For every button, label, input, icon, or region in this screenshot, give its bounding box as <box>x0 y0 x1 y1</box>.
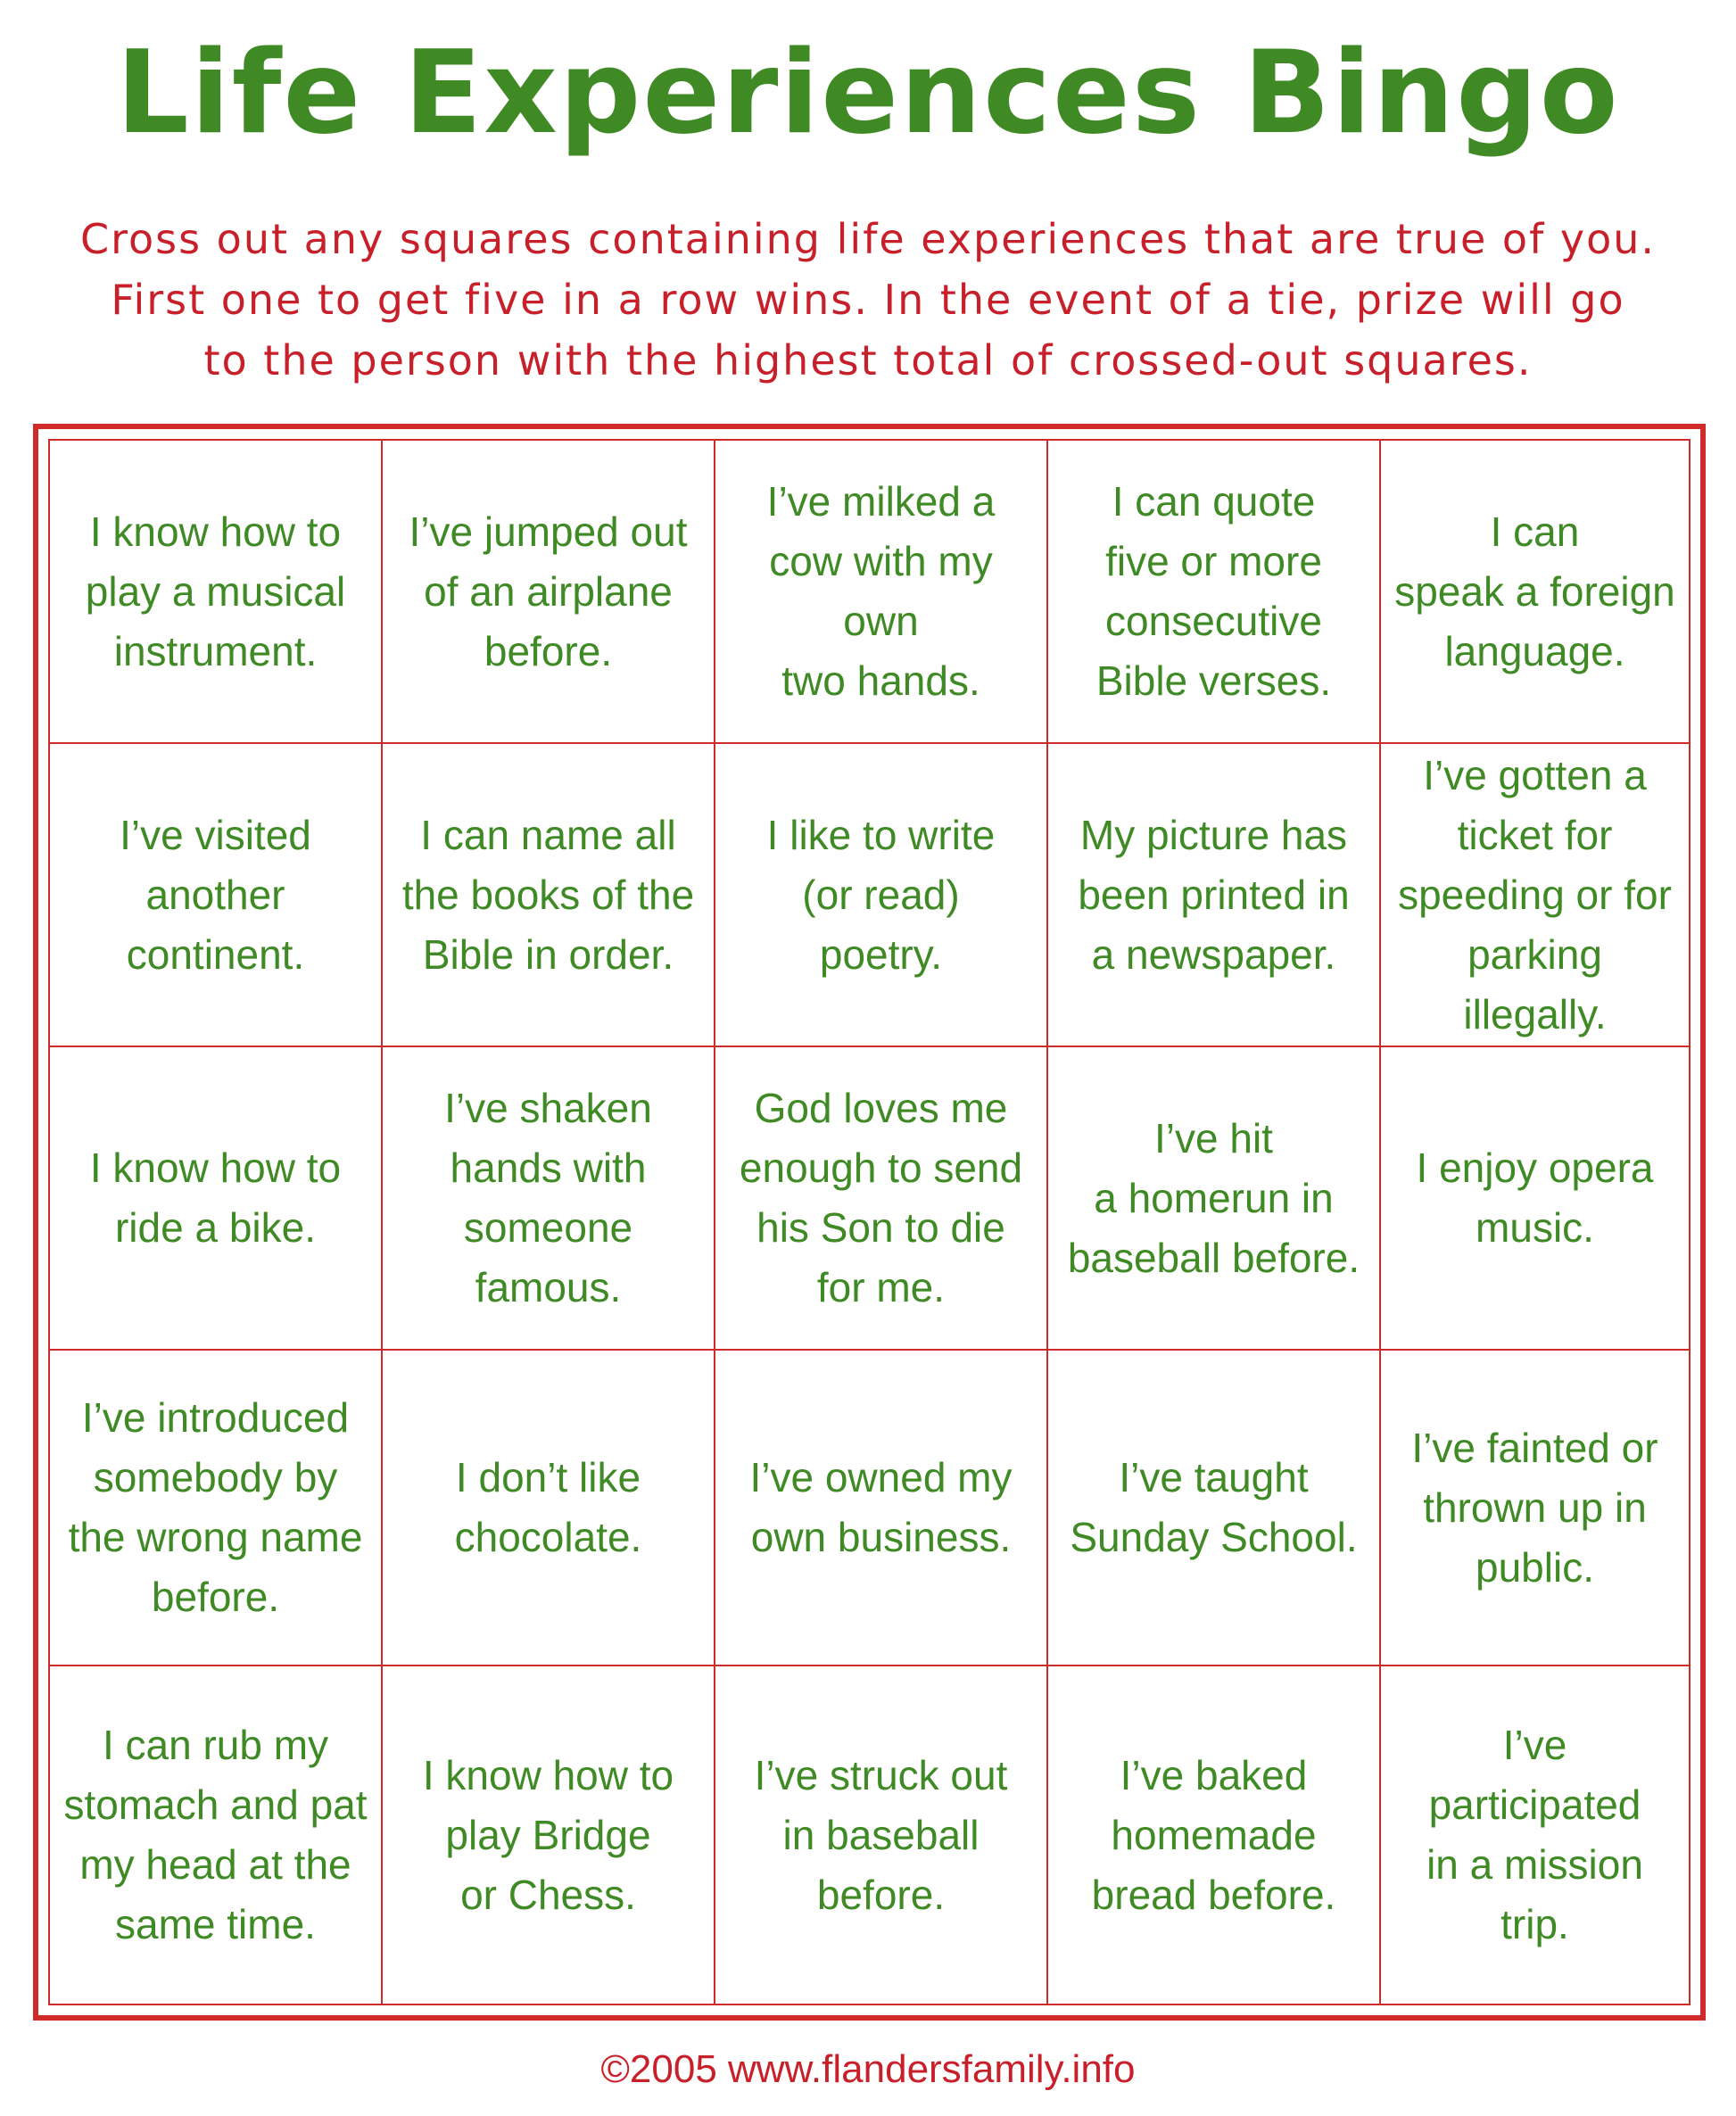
square-text: I like to write (or read) poetry. <box>766 811 996 978</box>
bingo-square[interactable] <box>1048 441 1381 744</box>
square-text: I’ve baked homemade bread before. <box>1091 1751 1336 1918</box>
bingo-square[interactable] <box>1048 1351 1381 1666</box>
square-text: I’ve milked a cow with my own two hands. <box>766 478 996 704</box>
square-text: I’ve gotten a ticket for speeding or for parking illegally. <box>1398 751 1672 1037</box>
square-text: I know how to ride a bike. <box>89 1145 342 1251</box>
square-text: God loves me enough to send his Son to die for me. <box>739 1085 1023 1310</box>
instruction-line: to the person with the highest total of crossed-out squares. <box>203 336 1533 384</box>
square-text: I’ve fainted or thrown up in public. <box>1411 1424 1658 1591</box>
bingo-square[interactable] <box>715 1047 1048 1351</box>
bingo-square[interactable] <box>50 1047 383 1351</box>
square-text: I enjoy opera music. <box>1416 1145 1654 1251</box>
bingo-square[interactable] <box>383 1047 715 1351</box>
instruction-line: Cross out any squares containing life experiences that are true of you. <box>79 215 1657 263</box>
square-text: I can speak a foreign language. <box>1394 508 1675 674</box>
bingo-square[interactable] <box>50 441 383 744</box>
bingo-square[interactable] <box>1381 441 1689 744</box>
square-text: I’ve participated in a mission trip. <box>1426 1722 1643 1947</box>
bingo-square[interactable] <box>50 1666 383 2004</box>
square-text: I’ve shaken hands with someone famous. <box>444 1085 652 1310</box>
instructions <box>54 209 1682 391</box>
bingo-square[interactable] <box>1381 1666 1689 2004</box>
bingo-square[interactable] <box>1048 1047 1381 1351</box>
square-text: I’ve jumped out of an airplane before. <box>409 508 688 674</box>
square-text: I’ve introduced somebody by the wrong name before. <box>68 1394 363 1620</box>
square-text: I can quote five or more consecutive Bible verses. <box>1095 478 1332 704</box>
square-text: I’ve struck out in baseball before. <box>754 1751 1008 1918</box>
square-text: I’ve hit a homerun in baseball before. <box>1067 1114 1360 1281</box>
bingo-square[interactable] <box>715 1351 1048 1666</box>
bingo-square[interactable] <box>715 1666 1048 2004</box>
square-text: I know how to play a musical instrument. <box>85 508 346 674</box>
bingo-square[interactable] <box>383 1351 715 1666</box>
square-text: I’ve taught Sunday School. <box>1070 1454 1358 1560</box>
square-text: I can name all the books of the Bible in order. <box>401 811 695 978</box>
bingo-square[interactable] <box>1381 1351 1689 1666</box>
square-text: My picture has been printed in a newspaper. <box>1078 811 1350 978</box>
square-text: I’ve visited another continent. <box>120 811 311 978</box>
bingo-grid <box>48 439 1691 2005</box>
bingo-square[interactable] <box>715 744 1048 1047</box>
bingo-square[interactable] <box>50 744 383 1047</box>
page-title: Life Experiences Bingo <box>116 27 1620 160</box>
copyright-footer: ©2005 www.flandersfamily.info <box>600 2047 1136 2091</box>
instruction-line: First one to get five in a row wins. In the event of a tie, prize will go <box>111 276 1625 324</box>
bingo-square[interactable] <box>1381 744 1689 1047</box>
bingo-square[interactable] <box>383 1666 715 2004</box>
bingo-square[interactable] <box>1048 744 1381 1047</box>
bingo-square[interactable] <box>383 441 715 744</box>
bingo-square[interactable] <box>50 1351 383 1666</box>
bingo-board <box>33 424 1706 2021</box>
bingo-square[interactable] <box>1381 1047 1689 1351</box>
square-text: I know how to play Bridge or Chess. <box>422 1751 674 1918</box>
square-text: I can rub my stomach and pat my head at the same time. <box>63 1722 368 1947</box>
bingo-square[interactable] <box>383 744 715 1047</box>
bingo-square[interactable] <box>715 441 1048 744</box>
square-text: I’ve owned my own business. <box>749 1454 1013 1560</box>
square-text: I don’t like chocolate. <box>454 1454 642 1560</box>
bingo-square[interactable] <box>1048 1666 1381 2004</box>
